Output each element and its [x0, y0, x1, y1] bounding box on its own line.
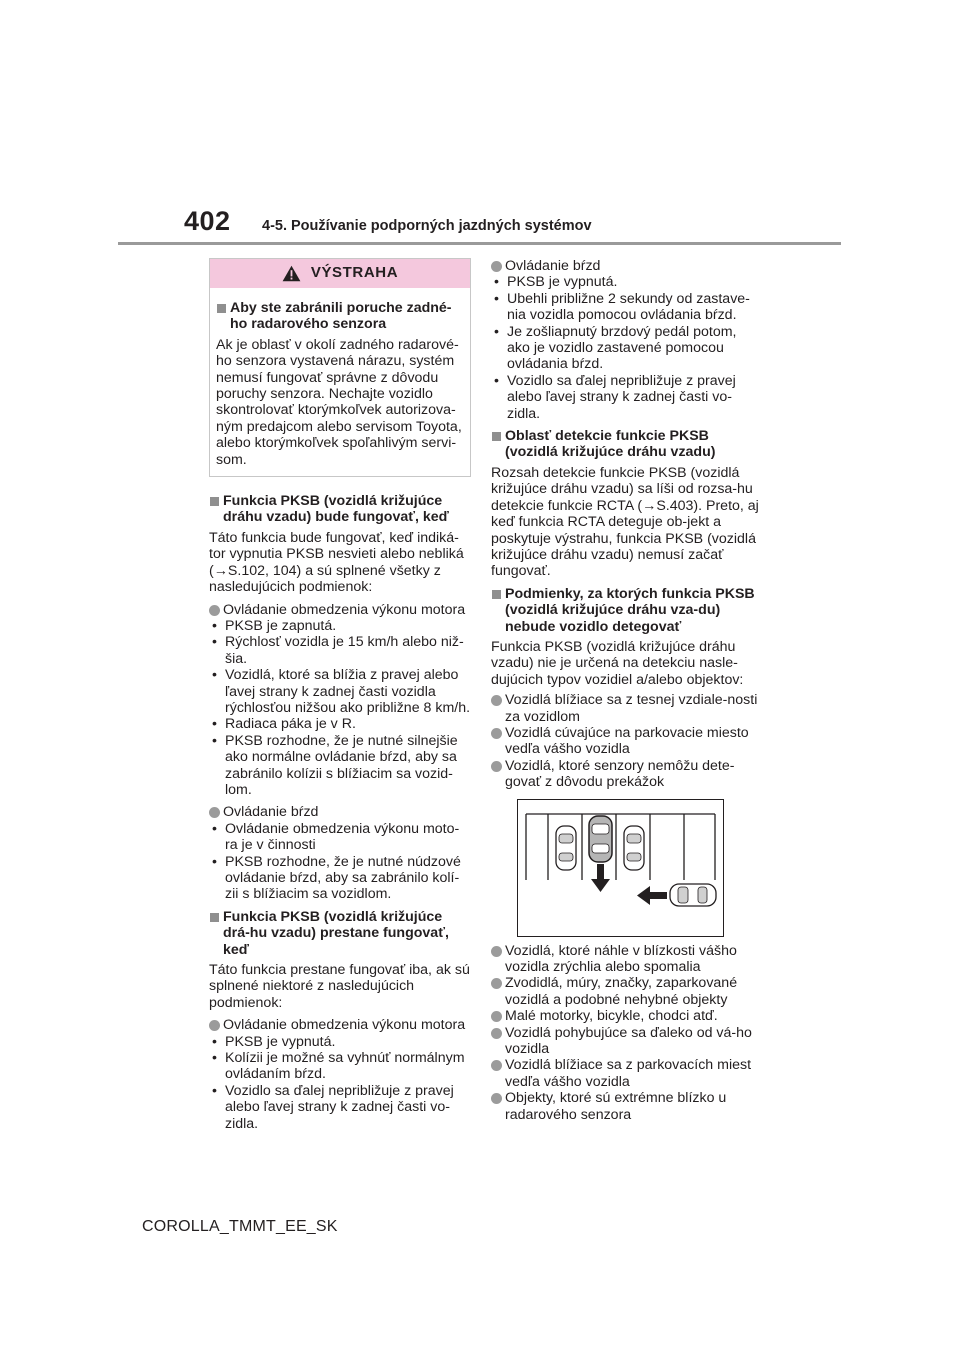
warning-header [210, 259, 470, 288]
approaching-car-icon [670, 884, 716, 906]
list-item: • PKSB je vypnutá. [209, 1034, 471, 1050]
list-item: • Vozidlo sa ďalej nepribližuje z pravej alebo ľavej strany k zadnej časti vo-zidla. [209, 1083, 471, 1132]
parked-car-left-icon [556, 826, 576, 870]
list-item: Vozidlá, ktoré senzory nemôžu dete-govať z dôvodu prekážok [491, 758, 761, 791]
warning-body [210, 288, 470, 476]
down-arrow-icon [591, 864, 610, 892]
paragraph-not-detected: Funkcia PKSB (vozidlá križujúce dráhu vzadu) nie je určená na detekciu nasle-dujúcich typov vozidiel a/alebo objektov: [491, 638, 744, 688]
group-title-brake-stop: Ovládanie bŕzd [491, 258, 761, 274]
left-arrow-icon [637, 886, 667, 905]
list-item: • Vozidlo sa ďalej nepribližuje z pravej alebo ľavej strany k zadnej časti vo-zidla. [491, 373, 761, 422]
list-item: • Radiaca páka je v R. [209, 716, 471, 732]
list-item: Vozidlá cúvajúce na parkovacie miesto vedľa vášho vozidla [491, 725, 761, 758]
list-item: • Vozidlá, ktoré sa blížia z pravej alebo ľavej strany k zadnej časti vozidla rýchlosťou nižšou ako približne 8 km/h. [209, 667, 471, 716]
page-number: 402 [184, 206, 231, 236]
list-item: • Kolízii je možné sa vyhnúť normálnym ovládaním bŕzd. [209, 1050, 471, 1083]
list-item: Objekty, ktoré sú extrémne blízko u radarového senzora [491, 1090, 761, 1123]
heading-function-stops: Funkcia PKSB (vozidlá križujúce drá-hu vzadu) prestane fungovať, keď [209, 909, 471, 958]
list-item: • PKSB rozhodne, že je nutné silnejšie ako normálne ovládanie bŕzd, aby sa zabránilo kolízii s blížiacim sa vozid-lom. [209, 733, 471, 799]
heading-not-detected: Podmienky, za ktorých funkcia PKSB (vozidlá križujúce dráhu vza-du) nebude vozidlo detegovať [491, 586, 761, 635]
list-item: Vozidlá blížiace sa z tesnej vzdiale-nosti za vozidlom [491, 692, 761, 725]
paragraph-function-active: Táto funkcia bude fungovať, keď indiká-tor vypnutia PKSB nesvieti alebo nebliká (→S.102, 104) a sú splnené všetky z nasledujúcich podmienok: [209, 529, 464, 596]
right-column [491, 258, 761, 1123]
warning-text: Ak je oblasť v okolí zadného radarové-ho senzora vystavená nárazu, systém nemusí fungovať správne z dôvodu poruchy senzora. Nechajte vozidlo skontrolovať ktorýmkoľvek autorizova-ným predajcom alebo servisom Toyota, alebo ktorýmkoľvek spoľahlivým servi-som. [216, 336, 462, 468]
paragraph-detection-area: Rozsah detekcie funkcie PKSB (vozidlá križujúce dráhu vzadu) sa líši od rozsa-hu detekcie funkcie RCTA (→S.403). Preto, aj keď funkcia RCTA deteguje ob-jekt a poskytuje výstrahu, funkcia PKSB (vozidlá križujúce dráhu vzadu) nemusí začať fungovať. [491, 464, 759, 580]
left-column [209, 258, 471, 1132]
list-item: • Ovládanie obmedzenia výkonu moto-ra je v činnosti [209, 821, 471, 854]
list-item: • PKSB je zapnutá. [209, 618, 471, 634]
warning-triangle-icon [282, 265, 301, 282]
list-item: Vozidlá pohybujúce sa ďaleko od vá-ho vozidla [491, 1025, 761, 1058]
list-item: Malé motorky, bicykle, chodci atď. [491, 1008, 761, 1024]
list-item: Zvodidlá, múry, značky, zaparkované vozidlá a podobné nehybné objekty [491, 975, 761, 1008]
section-title: 4-5. Používanie podporných jazdných systémov [262, 218, 592, 234]
group-title-engine-limit-stop: Ovládanie obmedzenia výkonu motora [209, 1017, 471, 1033]
paragraph-function-stops: Táto funkcia prestane fungovať iba, ak sú splnené niektoré z nasledujúcich podmienok: [209, 962, 470, 1011]
warning-title: VÝSTRAHA [310, 264, 399, 282]
warning-heading: Aby ste zabránili poruche zadné-ho radarového senzora [216, 300, 464, 333]
header-rule [118, 242, 841, 245]
reversing-car-icon [589, 816, 612, 862]
parking-illustration [517, 799, 724, 937]
parked-car-right-icon [624, 826, 644, 870]
heading-detection-area: Oblasť detekcie funkcie PKSB (vozidlá križujúce dráhu vzadu) [491, 428, 761, 461]
warning-box [209, 258, 471, 477]
group-title-brake-control: Ovládanie bŕzd [209, 804, 471, 820]
list-item: • PKSB je vypnutá. [491, 274, 761, 290]
parking-lot-diagram [518, 800, 723, 936]
list-item: Vozidlá, ktoré náhle v blízkosti vášho vozidla zrýchlia alebo spomalia [491, 943, 761, 976]
list-item: • Rýchlosť vozidla je 15 km/h alebo niž-šia. [209, 634, 471, 667]
list-item: • PKSB rozhodne, že je nutné núdzové ovládanie bŕzd, aby sa zabránilo kolí-zii s blížiacim sa vozidlom. [209, 854, 471, 903]
list-item: Vozidlá blížiace sa z parkovacích miest vedľa vášho vozidla [491, 1057, 761, 1090]
footer-code: COROLLA_TMMT_EE_SK [142, 1218, 338, 1235]
heading-function-active: Funkcia PKSB (vozidlá križujúce dráhu vzadu) bude fungovať, keď [209, 493, 471, 526]
list-item: • Ubehli približne 2 sekundy od zastave-nia vozidla pomocou ovládania bŕzd. [491, 291, 761, 324]
list-item: • Je zošliapnutý brzdový pedál potom, ako je vozidlo zastavené pomocou ovládania bŕzd. [491, 324, 761, 373]
group-title-engine-limit: Ovládanie obmedzenia výkonu motora [209, 602, 471, 618]
